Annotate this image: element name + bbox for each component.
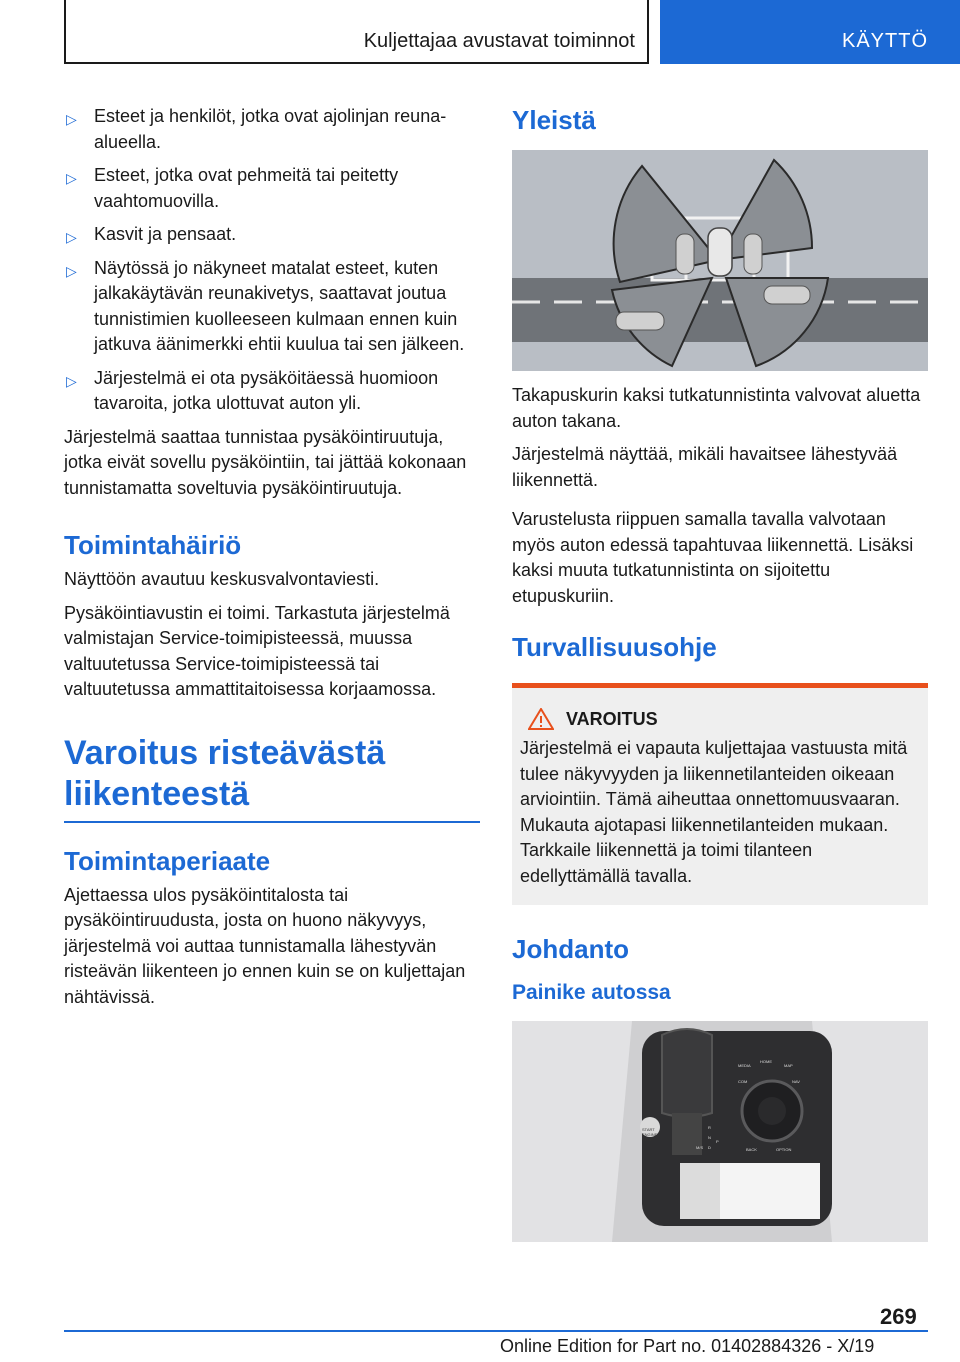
right-column bbox=[512, 104, 928, 1242]
paragraph: Ajettaessa ulos pysäköintitalosta tai pysäköintiruudusta, josta on huono näkyvyys, järjestelmä voi auttaa tunnistamalla lähestyvän risteävän liikenteen jo ennen kuin se on kuljettajan nähtävissä. bbox=[64, 884, 466, 1007]
heading-malfunction: Toimintahäiriö bbox=[64, 530, 242, 560]
console-button-com: COM bbox=[738, 1079, 748, 1084]
console-button-map: MAP bbox=[784, 1063, 793, 1068]
triangle-bullet-icon: ▷ bbox=[66, 372, 77, 389]
warning-title: VAROITUS bbox=[520, 708, 920, 730]
heading-safety: Turvallisuusohje bbox=[512, 632, 717, 662]
heading-rule bbox=[64, 821, 480, 823]
section-title: Kuljettajaa avustavat toiminnot bbox=[363, 30, 635, 52]
radar-coverage-illustration bbox=[512, 150, 928, 371]
paragraph: Pysäköintiavustin ei toimi. Tarkastuta järjestelmä valmistajan Service-toimipisteessä, muussa valtuutetussa Service-toimipisteessä tai valtuutetussa ammattitaitoisessa korjaamossa. bbox=[64, 602, 450, 699]
warning-box bbox=[512, 683, 928, 905]
warning-text: Järjestelmä ei vapauta kuljettajaa vastuusta mitä tulee näkyvyyden ja liikennetilanteiden oikeaan arviointiin. Tämä aiheuttaa onnettomuusvaaran. Mukauta ajotapasi liikennetilanteiden mukaan. Tarkkaile liikennettä ja toimi tilanteen edellyttämällä tavalla. bbox=[520, 738, 908, 886]
paragraph: Järjestelmä näyttää, mikäli havaitsee lähestyvää liikennettä. bbox=[512, 444, 898, 490]
console-button-back: BACK bbox=[746, 1147, 757, 1152]
console-button-start-stop: START ENGINE STOP bbox=[642, 1127, 658, 1142]
paragraph: Varustelusta riippuen samalla tavalla valvotaan myös auton edessä tapahtuvaa liikennettä. Lisäksi kaksi muuta tutkatunnistinta on sijoitettu etupuskuriin. bbox=[512, 509, 914, 606]
console-gear-d: D bbox=[708, 1145, 711, 1150]
heading-intro: Johdanto bbox=[512, 934, 629, 964]
triangle-bullet-icon: ▷ bbox=[66, 170, 77, 186]
triangle-bullet-icon: ▷ bbox=[66, 111, 77, 127]
list-item: ▷ Esteet, jotka ovat pehmeitä tai peitetty vaahtomuovilla. bbox=[66, 165, 399, 211]
list-item: ▷ Järjestelmä ei ota pysäköitäessä huomioon tavaroita, jotka ulottuvat auton yli. bbox=[66, 367, 439, 413]
list-item: ▷ Esteet ja henkilöt, jotka ovat ajolinjan reuna-alueella. bbox=[66, 106, 447, 152]
center-console-photo bbox=[512, 1021, 928, 1242]
paragraph: Takapuskurin kaksi tutkatunnistinta valvovat aluetta auton takana. bbox=[512, 385, 921, 431]
console-gear-n: N bbox=[708, 1135, 711, 1140]
triangle-bullet-icon: ▷ bbox=[66, 262, 77, 279]
footer-rule bbox=[64, 1330, 928, 1332]
triangle-bullet-icon: ▷ bbox=[66, 229, 77, 245]
page-number: 269 bbox=[880, 1304, 917, 1329]
left-column bbox=[64, 104, 480, 1018]
console-button-home: HOME bbox=[760, 1059, 772, 1064]
running-header bbox=[64, 0, 649, 64]
console-button-nav: NAV bbox=[792, 1079, 800, 1084]
footer-edition: Online Edition for Part no. 01402884326 - X/19 bbox=[500, 1336, 875, 1356]
list-item: ▷ Kasvit ja pensaat. bbox=[64, 222, 480, 248]
heading-button: Painike autossa bbox=[512, 981, 671, 1004]
chapter-title: KÄYTTÖ bbox=[841, 30, 928, 52]
warning-triangle-icon bbox=[528, 708, 554, 730]
list-item: ▷ Näytössä jo näkyneet matalat esteet, kuten jalkakäytävän reunakivetys, saattavat joutua tunnistimien kuolleeseen kulmaan ennen kuin jatkuva äänimerkki ehtii kuulua tai sen jälkeen. bbox=[66, 257, 465, 354]
console-button-option: OPTION bbox=[776, 1147, 792, 1152]
chapter-tab bbox=[660, 0, 960, 64]
console-gear-ms: M/S bbox=[696, 1145, 704, 1150]
paragraph: Näyttöön avautuu keskusvalvontaviesti. bbox=[64, 569, 380, 589]
console-button-media: MEDIA bbox=[738, 1063, 751, 1068]
paragraph: Järjestelmä saattaa tunnistaa pysäköintiruutuja, jotka eivät sovellu pysäköintiin, tai jättää kokonaan tunnistamatta soveltuvia pysäköintiruutuja. bbox=[64, 426, 467, 498]
console-gear-r: R bbox=[708, 1125, 711, 1130]
console-labels bbox=[512, 1021, 928, 1242]
heading-general: Yleistä bbox=[512, 105, 596, 135]
section-heading: Varoitus risteävästä liikenteestä bbox=[64, 733, 386, 813]
console-gear-p: P bbox=[716, 1139, 719, 1144]
heading-principle: Toimintaperiaate bbox=[64, 845, 271, 876]
